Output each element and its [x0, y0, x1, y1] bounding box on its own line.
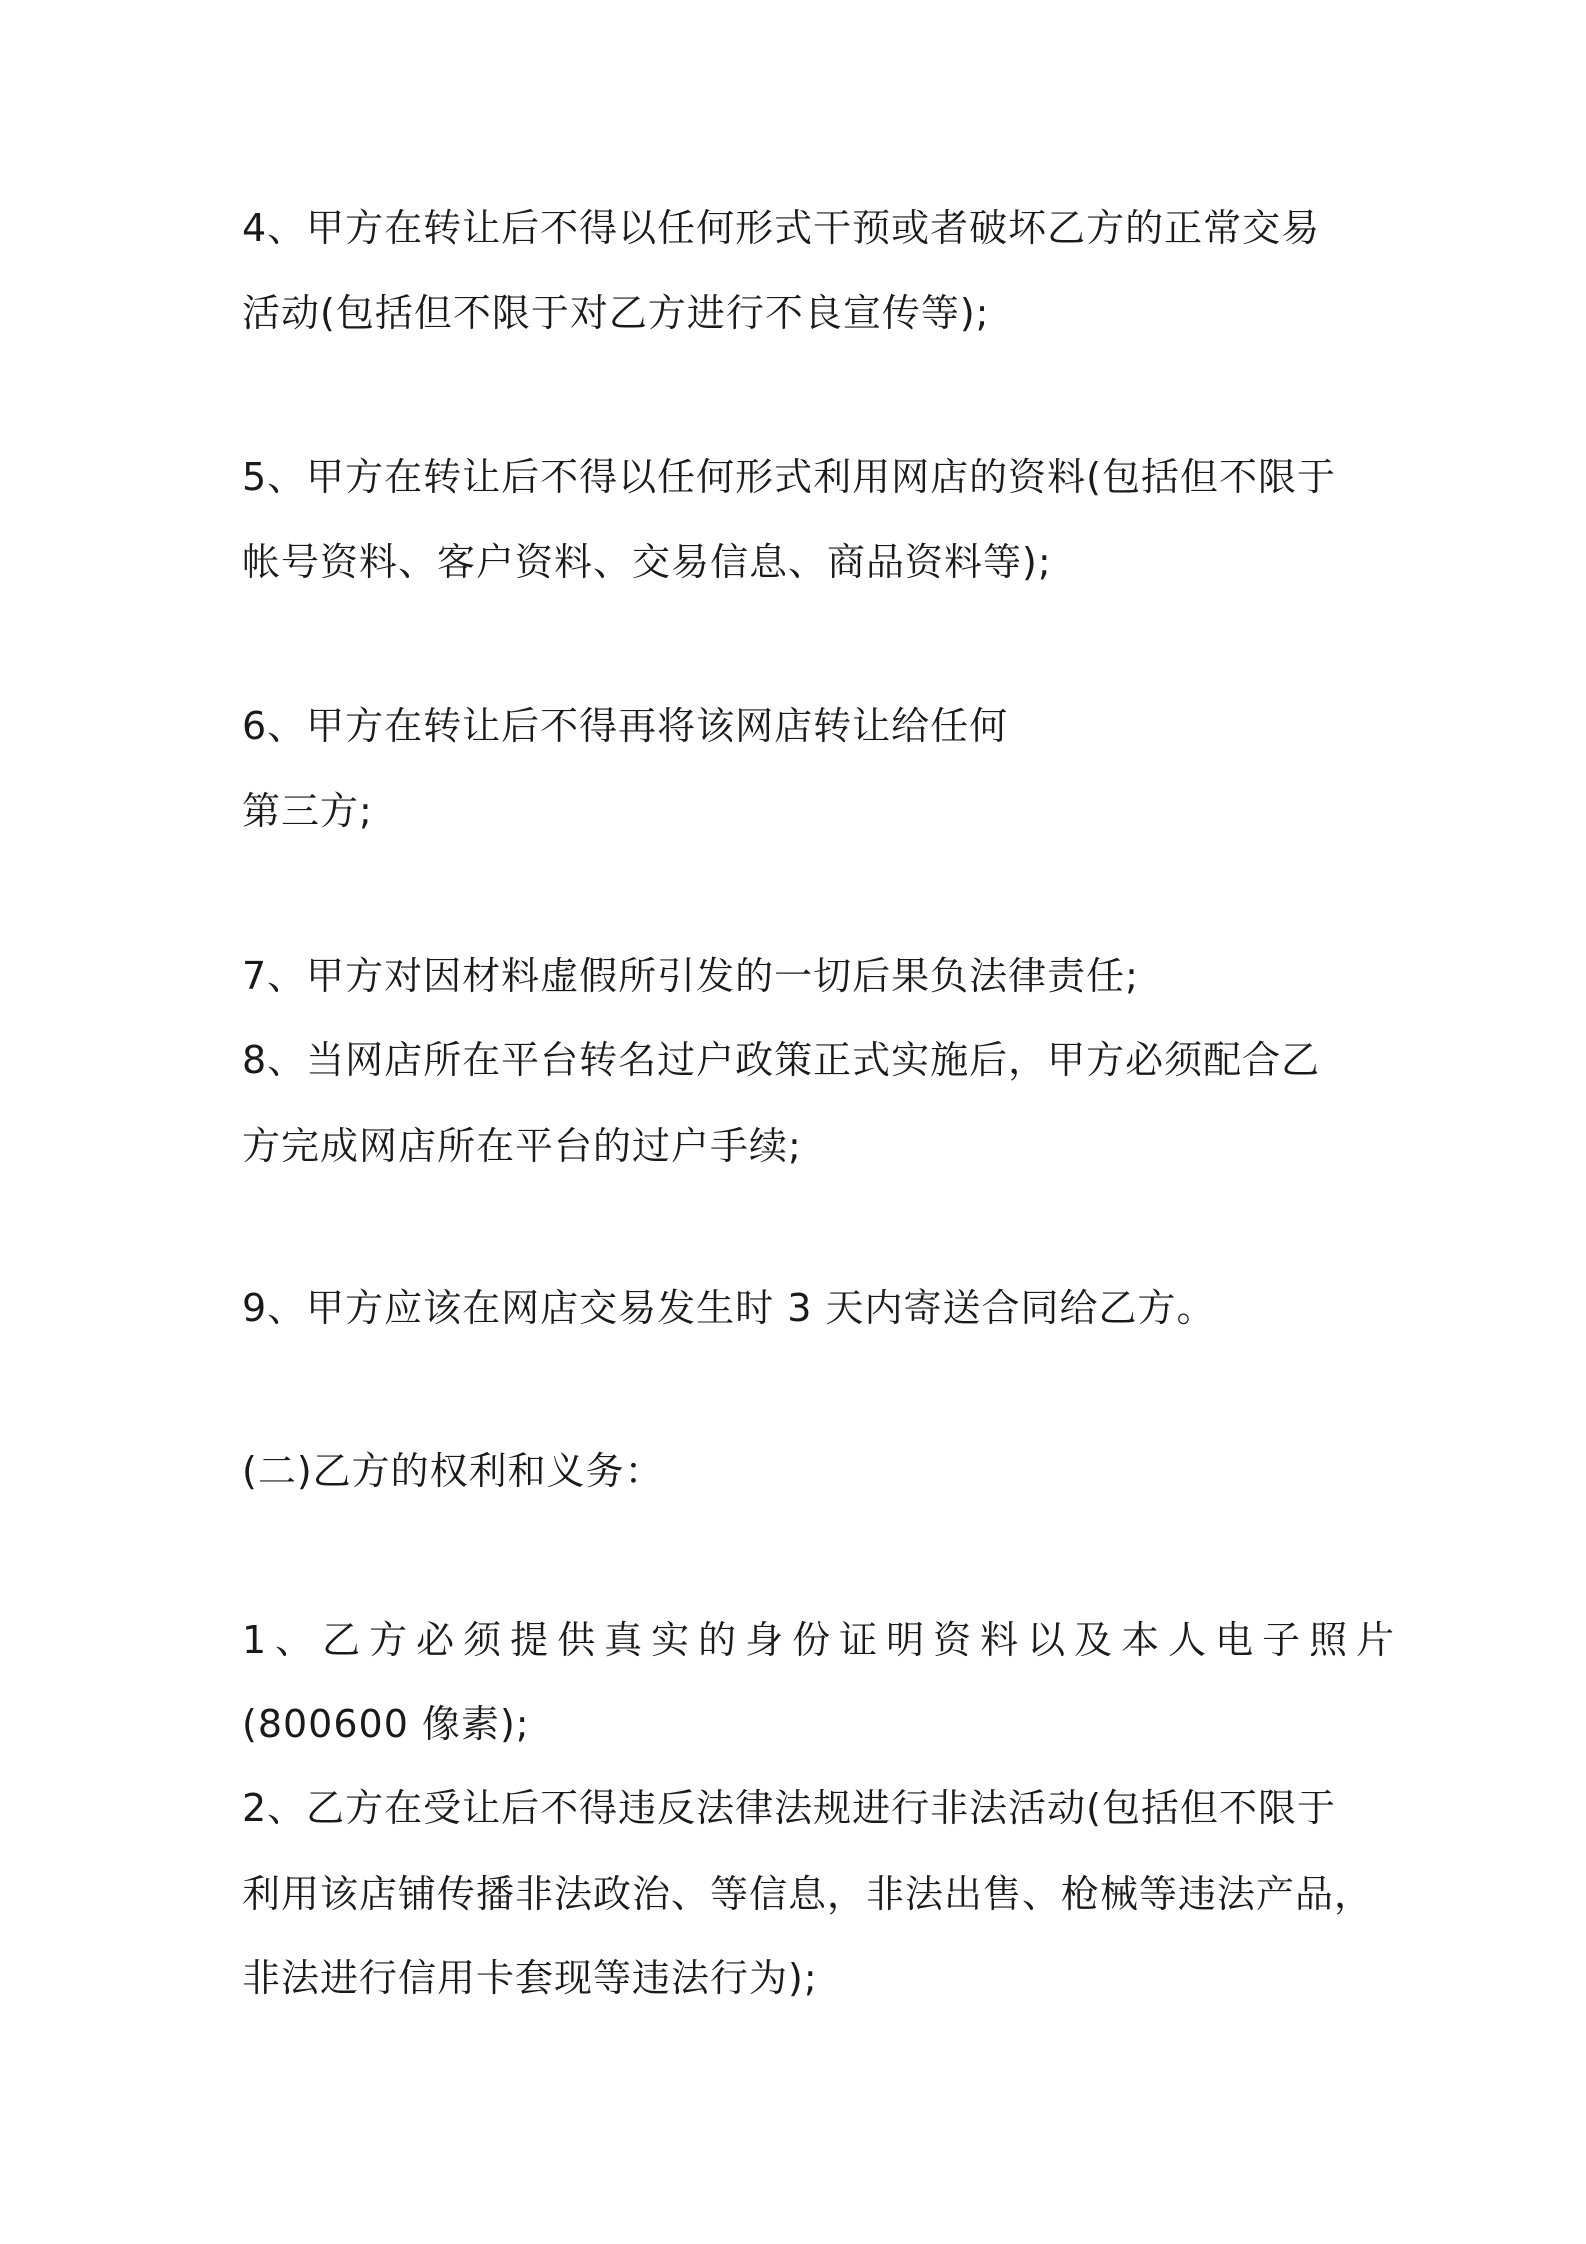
- clause-a6-line-2: 第三方;: [242, 789, 373, 833]
- section-heading-party-b: (二)乙方的权利和义务：: [242, 1449, 664, 1493]
- clause-a9-line-1: 9、甲方应该在网店交易发生时 3 天内寄送合同给乙方。: [242, 1286, 1216, 1330]
- clause-b2-line-2: 利用该店铺传播非法政治、等信息，非法出售、枪械等违法产品，: [242, 1872, 1374, 1916]
- clause-a5-line-1: 5、甲方在转让后不得以任何形式利用网店的资料(包括但不限于: [242, 455, 1337, 499]
- clause-a6-line-1: 6、甲方在转让后不得再将该网店转让给任何: [242, 704, 1009, 748]
- clause-b1-line-1: 1、乙方必须提供真实的身份证明资料以及本人电子照片: [242, 1618, 1404, 1662]
- clause-a5-line-2: 帐号资料、客户资料、交易信息、商品资料等);: [242, 540, 1052, 584]
- clause-b2-line-1: 2、乙方在受让后不得违反法律法规进行非法活动(包括但不限于: [242, 1786, 1337, 1830]
- clause-a8-line-2: 方完成网店所在平台的过户手续;: [242, 1124, 802, 1168]
- clause-b1-line-2: (800600 像素);: [242, 1702, 530, 1746]
- clause-a7-line-1: 7、甲方对因材料虚假所引发的一切后果负法律责任;: [242, 954, 1139, 998]
- clause-b2-line-3: 非法进行信用卡套现等违法行为);: [242, 1956, 818, 2000]
- clause-a4-line-2: 活动(包括但不限于对乙方进行不良宣传等);: [242, 291, 990, 335]
- clause-a8-line-1: 8、当网店所在平台转名过户政策正式实施后，甲方必须配合乙: [242, 1038, 1321, 1082]
- clause-a4-line-1: 4、甲方在转让后不得以任何形式干预或者破坏乙方的正常交易: [242, 206, 1321, 250]
